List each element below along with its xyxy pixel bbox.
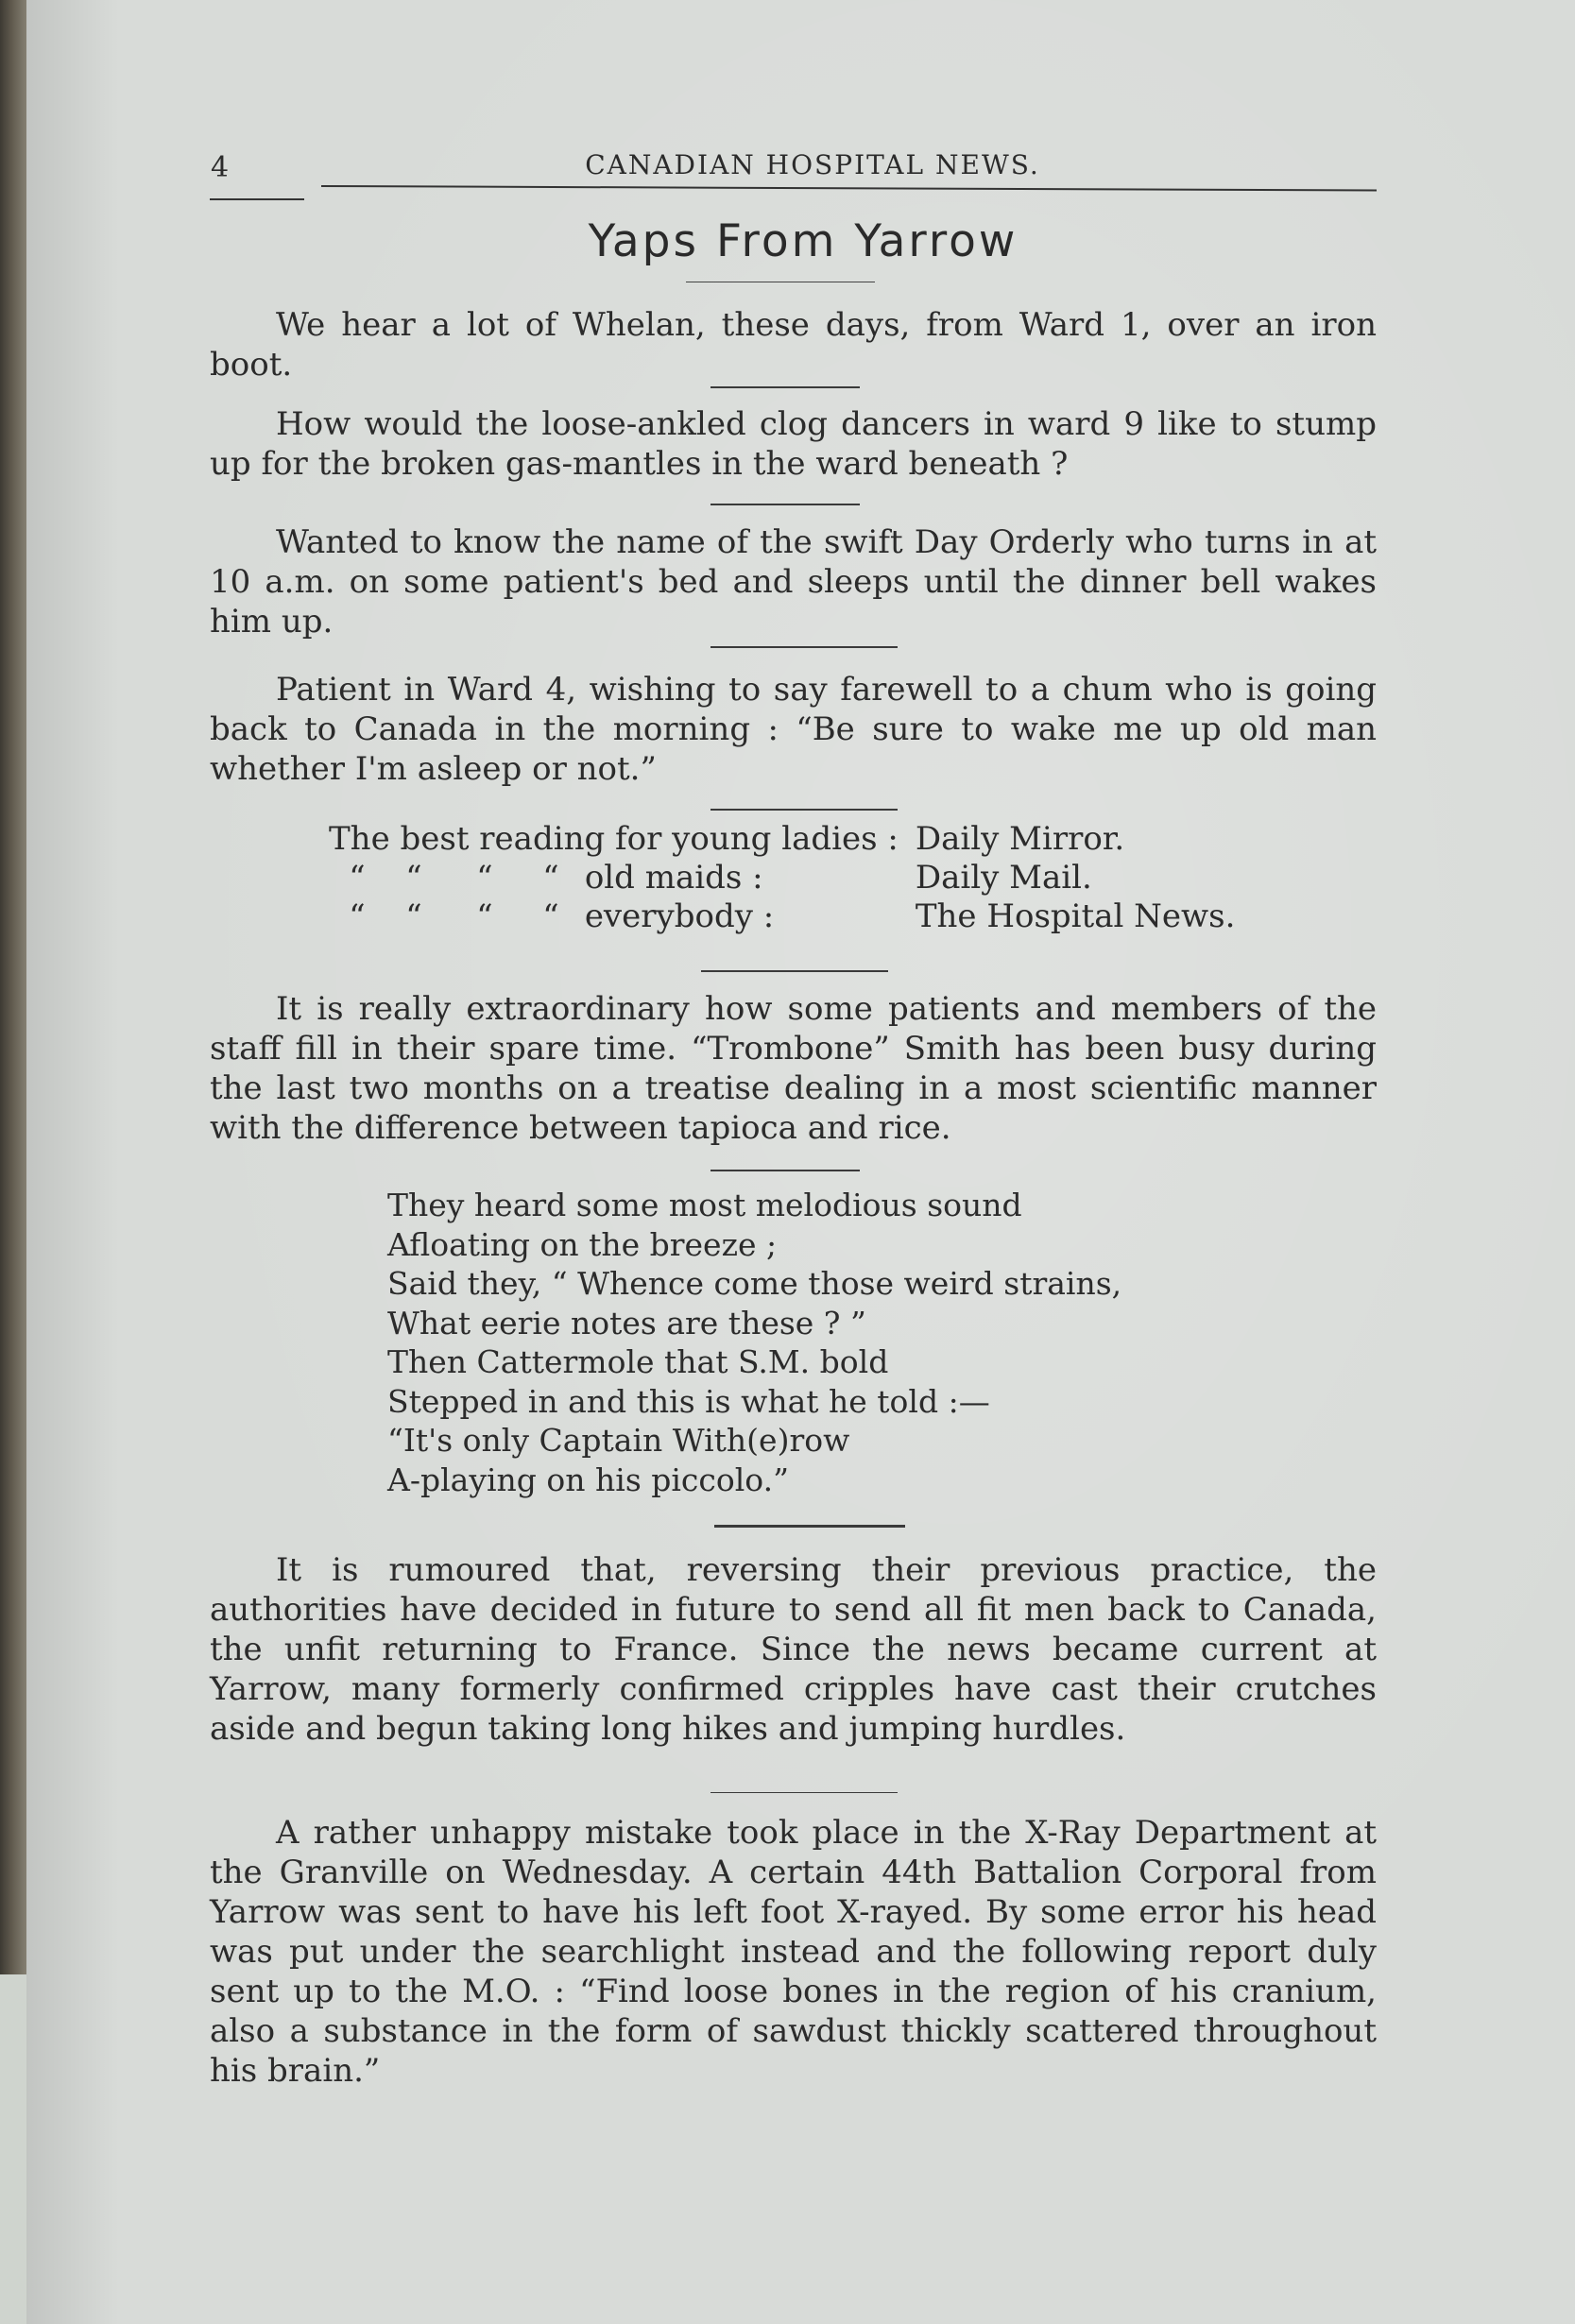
- poem-line: What eerie notes are these ? ”: [387, 1304, 866, 1341]
- reading-list: [329, 820, 1235, 936]
- poem-line: Said they, “ Whence come those weird strains,: [387, 1265, 1122, 1302]
- reading-left-cell: [329, 897, 916, 936]
- reading-row: [329, 820, 1235, 859]
- paragraph-3: [210, 522, 1377, 641]
- reading-left-cell: [329, 859, 916, 897]
- header-rule-left: [210, 198, 304, 200]
- paragraph-text: Patient in Ward 4, wishing to say farewell to a chum who is going back to Canada in the morning : “Be sure to wake me up old man whether I'm asleep or not.”: [210, 671, 1377, 788]
- ditto-mark: “: [405, 897, 422, 935]
- paragraph-5: [210, 989, 1377, 1148]
- reading-row: [329, 859, 1235, 897]
- poem: [387, 1186, 1121, 1499]
- poem-line: Then Cattermole that S.M. bold: [387, 1343, 889, 1380]
- ditto-mark: “: [349, 859, 366, 897]
- ditto-mark: “: [476, 859, 493, 897]
- poem-line: Afloating on the breeze ;: [387, 1225, 778, 1263]
- separator-rule: [701, 970, 888, 972]
- separator-rule: [714, 1525, 905, 1528]
- paragraph-text: A rather unhappy mistake took place in the X-Ray Department at the Granville on Wednesday. A certain 44th Battalion Corporal from Yarrow was sent to have his left foot X-rayed. By some error his head was put under the searchlight instead and the following report duly sent up to the M.O. : “Find loose bones in the region of his cranium, also a substance in the form of sawdust thickly scattered throughout his brain.”: [210, 1814, 1377, 2090]
- paragraph-text: It is really extraordinary how some patients and members of the staff fill in their spare time. “Trombone” Smith has been busy during the last two months on a treatise dealing in a most scientific manner with the difference between tapioca and rice.: [210, 990, 1377, 1147]
- separator-rule: [710, 504, 860, 505]
- reading-left: old maids :: [584, 859, 763, 897]
- reading-right: Daily Mirror.: [915, 820, 1125, 858]
- page-number: 4: [211, 151, 230, 184]
- paragraph-1: [210, 305, 1377, 384]
- poem-line: They heard some most melodious sound: [387, 1187, 1022, 1223]
- separator-rule: [710, 1170, 860, 1171]
- poem-line: A-playing on his piccolo.”: [387, 1461, 789, 1498]
- separator-rule: [710, 1792, 898, 1793]
- separator-rule: [710, 809, 898, 811]
- ditto-mark: “: [405, 859, 422, 897]
- poem-line: “It's only Captain With(e)row: [387, 1422, 850, 1459]
- reading-left: The best reading for young ladies :: [329, 820, 899, 858]
- reading-row: [329, 897, 1235, 936]
- reading-right: The Hospital News.: [915, 897, 1236, 935]
- paragraph-text: It is rumoured that, reversing their previous practice, the authorities have decided in future to send all fit men back to Canada, the unfit returning to France. Since the news became current at Yarrow, many formerly confirmed cripples have cast their crutches aside and begun taking long hikes and jumping hurdles.: [210, 1551, 1377, 1748]
- paragraph-2: [210, 404, 1377, 484]
- ditto-mark: “: [542, 897, 559, 935]
- paragraph-text: How would the loose-ankled clog dancers in ward 9 like to stump up for the broken gas-mantles in the ward beneath ?: [210, 405, 1377, 483]
- reading-right: Daily Mail.: [915, 859, 1092, 897]
- ditto-mark: “: [476, 897, 493, 935]
- ditto-mark: “: [542, 859, 559, 897]
- reading-left: everybody :: [584, 897, 775, 935]
- book-spine-lower: [0, 1974, 28, 2324]
- running-title: CANADIAN HOSPITAL NEWS.: [585, 149, 1040, 180]
- article-title: Yaps From Yarrow: [588, 215, 1019, 267]
- paragraph-6: [210, 1550, 1377, 1749]
- paragraph-text: Wanted to know the name of the swift Day Orderly who turns in at 10 a.m. on some patient's bed and sleeps until the dinner bell wakes him up.: [210, 523, 1377, 641]
- poem-line: Stepped in and this is what he told :—: [387, 1382, 990, 1420]
- ditto-mark: “: [349, 897, 366, 935]
- paragraph-7: [210, 1813, 1377, 2091]
- separator-rule: [710, 386, 860, 388]
- paragraph-text: We hear a lot of Whelan, these days, from Ward 1, over an iron boot.: [210, 306, 1377, 384]
- paragraph-4: [210, 670, 1377, 789]
- separator-rule: [710, 646, 898, 648]
